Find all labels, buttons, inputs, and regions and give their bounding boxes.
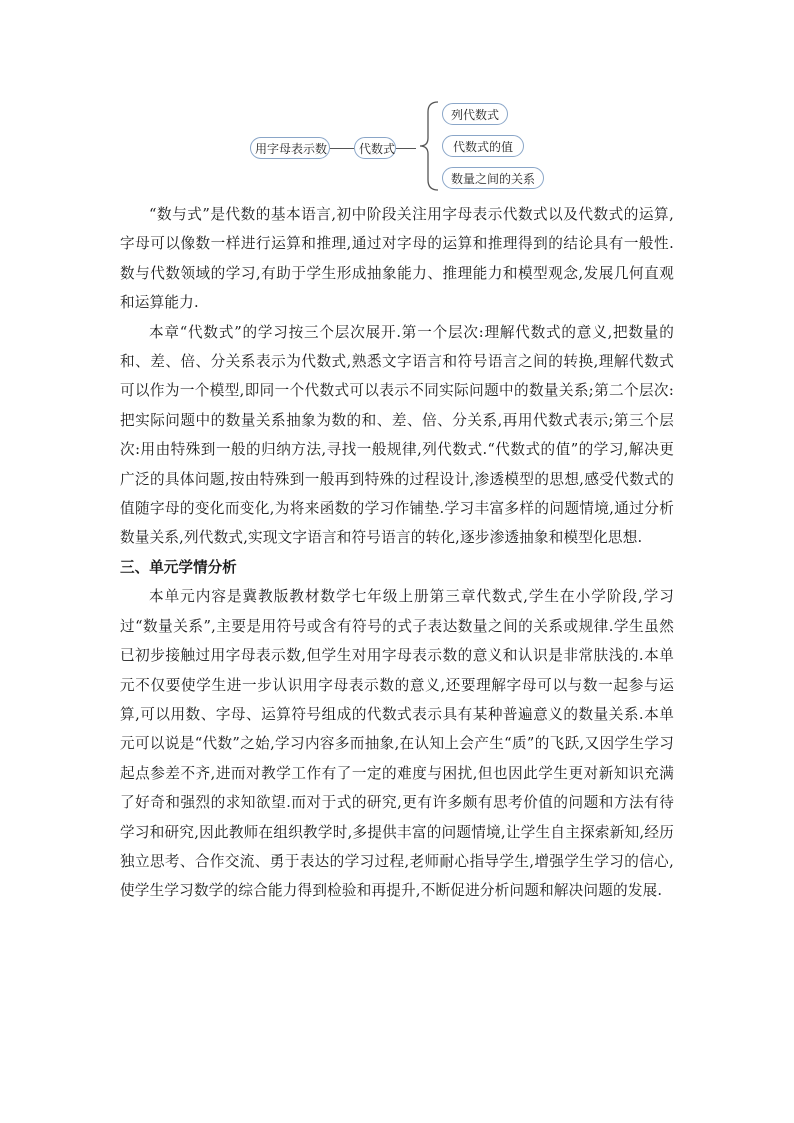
connector-line xyxy=(330,148,354,149)
paragraph: “数与式”是代数的基本语言,初中阶段关注用字母表示代数式以及代数式的运算,字母可以像数一样进行运算和推理,通过对字母的运算和推理得到的结论具有一般性.数与代数领域的学习,有助于学生形成抽象能力、推理能力和模型观念,发展几何直观和运算能力. xyxy=(120,206,674,312)
paragraph: 本章“代数式”的学习按三个层次展开.第一个层次:理解代数式的意义,把数量的和、差、倍、分关系表示为代数式,熟悉文字语言和符号语言之间的转换,理解代数式可以作为一个模型,即同一个代数式可以表示不同实际问题中的数量关系;第二个层次:把实际问题中的数量关系抽象为数的和、差、倍、分关系,再用代数式表示;第三个层次:用由特殊到一般的归纳方法,寻找一般规律,列代数式.“代数式的值”的学习,解决更广泛的具体问题,按由特殊到一般再到特殊的过程设计,渗透模型的思想,感受代数式的值随字母的变化而变化,为将来函数的学习作铺垫.学习丰富多样的问题情境,通过分析数量关系,列代数式,实现文字语言和符号语言的转化,逐步渗透抽象和模型化思想. xyxy=(120,323,674,547)
paragraph: 本单元内容是冀教版教材数学七年级上册第三章代数式,学生在小学阶段,学习过“数量关系”,主要是用符号或含有符号的式子表达数量之间的关系或规律.学生虽然已初步接触过用字母表示数,但学生对用字母表示数的意义和认识是非常肤浅的.本单元不仅要使学生进一步认识用字母表示数的意义,还要理解字母可以与数一起参与运算,可以用数、字母、运算符号组成的代数式表示具有某种普遍意义的数量关系.本单元可以说是“代数”之始,学习内容多而抽象,在认知上会产生“质”的飞跃,又因学生学习起点参差不齐,进而对教学工作有了一定的难度与困扰,但也因此学生更对新知识充满了好奇和强烈的求知欲望.而对于式的研究,更有许多颇有思考价值的问题和方法有待学习和研究,因此教师在组织教学时,多提供丰富的问题情境,让学生自主探索新知,经历独立思考、合作交流、勇于表达的学习过程,老师耐心指导学生,增强学生学习的信心,使学生学习数学的综合能力得到检验和再提升,不断促进分析问题和解决问题的发展. xyxy=(120,588,674,900)
concept-node-root: 用字母表示数 xyxy=(250,137,330,159)
concept-node-branch: 列代数式 xyxy=(442,103,508,125)
section-heading: 三、单元学情分析 xyxy=(120,558,237,576)
concept-map xyxy=(0,0,794,200)
concept-node-branch: 代数式的值 xyxy=(442,135,524,157)
brace-icon xyxy=(418,100,442,192)
concept-node-branch: 数量之间的关系 xyxy=(442,167,544,189)
document-body xyxy=(120,200,674,906)
concept-node-middle: 代数式 xyxy=(354,137,396,159)
connector-line xyxy=(396,148,416,149)
